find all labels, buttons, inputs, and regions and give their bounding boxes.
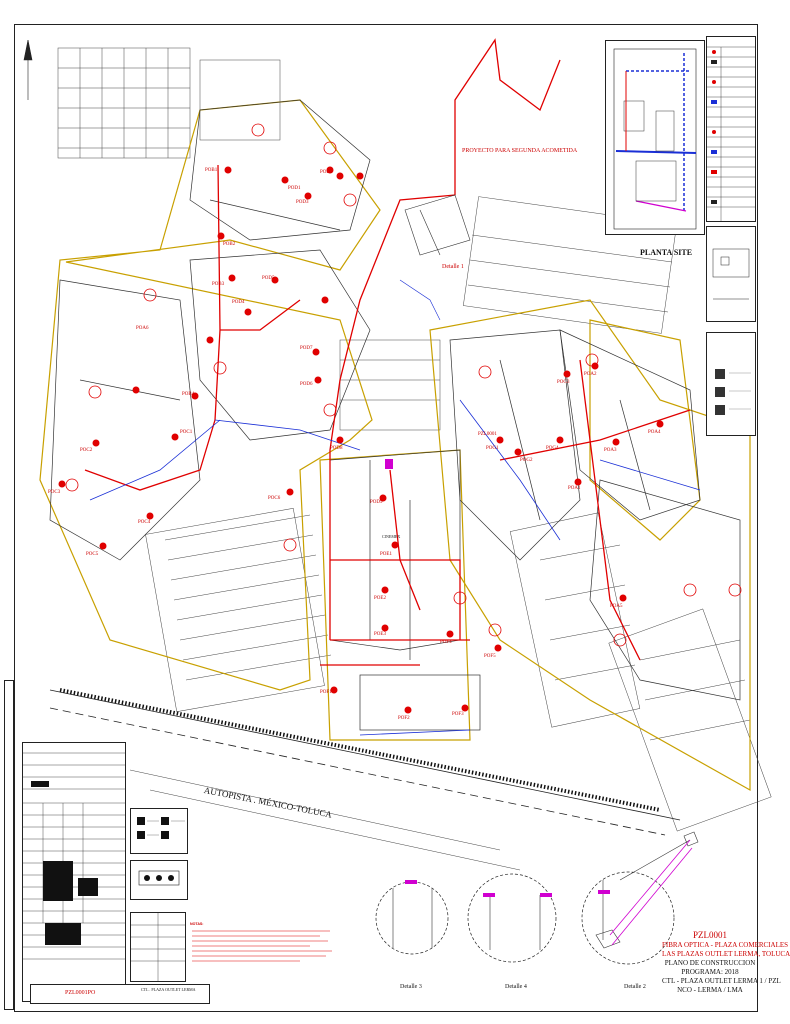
pole-label: POD7 (300, 346, 313, 351)
pole-label: POC1 (180, 430, 193, 435)
pole-label: POF4 (440, 640, 452, 645)
title-block-line2: LAS PLAZAS OUTLET LERMA, TOLUCA (662, 950, 790, 958)
bottom-strip (30, 984, 210, 1004)
title-block-line4: PROGRAMA: 2018 (681, 968, 739, 976)
pole-label: POC3 (48, 490, 61, 495)
pole-label: POG1 (486, 446, 499, 451)
north-arrow (24, 40, 32, 100)
notes-title: NOTAS: (190, 922, 204, 926)
pole-label: POG4 (546, 446, 559, 451)
pole-label: POE2 (374, 596, 386, 601)
detail-sketches (393, 832, 698, 950)
pole-label: POD6 (300, 382, 313, 387)
title-block-line5: CTL - PLAZA OUTLET LERMA 1 / PZL (662, 977, 781, 985)
bottom-strip-ctl: CTL . PLAZA OUTLET LERMA (141, 987, 196, 992)
pole-label: POA4 (648, 430, 661, 435)
pole-label: POA6 (136, 326, 149, 331)
title-block-line3: PLANO DE CONSTRUCCION (664, 959, 756, 967)
pole-label: POA1 (568, 486, 581, 491)
pole-label: POG2 (520, 458, 533, 463)
revision-table (22, 742, 126, 1002)
pole-label: POC4 (138, 520, 151, 525)
symbol-table (130, 808, 188, 854)
planta-site-svg (606, 41, 704, 234)
bottom-strip-code: PZL0001PO (65, 990, 96, 996)
detail-magenta (405, 880, 610, 897)
title-block-code: PZL0001 (692, 930, 727, 940)
cross-section (130, 860, 188, 900)
pole-label: POC5 (86, 552, 99, 557)
pole-label: POD9 (370, 500, 383, 505)
title-block (662, 930, 790, 995)
legend-svg (707, 37, 755, 221)
pole-label: POD5 (262, 276, 275, 281)
pole-label: POD2 (320, 170, 333, 175)
magenta-marker (385, 459, 393, 469)
pole-label: POF2 (398, 716, 410, 721)
pole-label: POD8 (330, 446, 343, 451)
pole-label: POB2 (223, 242, 236, 247)
highway-label: AUTOPISTA . MÉXICO-TOLUCA (203, 785, 333, 820)
pole-label: POB4 (182, 392, 195, 397)
title-block-line1: FIBRA OPTICA - PLAZA COMERCIALES (662, 941, 789, 949)
pole-label: POF5 (484, 654, 496, 659)
pole-label: POB1 (205, 168, 218, 173)
second-acometida-label: PROYECTO PARA SEGUNDA ACOMETIDA (462, 148, 578, 154)
title-block-line6: NCO - LERMA / LMA (677, 986, 743, 994)
detail-inset-1 (706, 226, 756, 322)
pole-label: POF1 (320, 690, 332, 695)
pole-label: POE3 (374, 632, 386, 637)
pole-label: POD1 (288, 186, 301, 191)
pole-label: POA3 (604, 448, 617, 453)
pole-label: POB3 (212, 282, 225, 287)
detalle-4-title: Detalle 4 (505, 984, 527, 990)
pole-label: POA2 (584, 372, 597, 377)
sign-off-table (130, 912, 186, 982)
detalle-3-title: Detalle 3 (400, 984, 422, 990)
cinemex-label: CINEMEX (382, 534, 401, 539)
detail-circles (376, 872, 674, 964)
notes-text-lines (190, 927, 340, 965)
pole-label: POD3 (296, 200, 309, 205)
pole-label: POC2 (80, 448, 93, 453)
detalle-1-label: Detalle 1 (442, 264, 464, 270)
pzl-plan-label: PZL0001 (478, 432, 497, 437)
pole-label: POA5 (610, 604, 623, 609)
side-strip (4, 680, 14, 1010)
detalle-1-sketch (400, 195, 470, 320)
notes-block (190, 922, 340, 967)
revision-grid (23, 743, 125, 1001)
planta-site-label: PLANTA SITE (640, 248, 693, 257)
pole-label: POE1 (380, 552, 392, 557)
pole-label: POF3 (452, 712, 464, 717)
detail-inset-2 (706, 332, 756, 436)
planta-site-inset (605, 40, 705, 235)
pole-label: POG3 (557, 380, 570, 385)
detalle-2-title: Detalle 2 (624, 984, 646, 990)
legend-panel (706, 36, 756, 222)
pole-label: POD4 (232, 300, 245, 305)
pole-label: POC6 (268, 496, 281, 501)
fiber-route-red (85, 40, 693, 665)
